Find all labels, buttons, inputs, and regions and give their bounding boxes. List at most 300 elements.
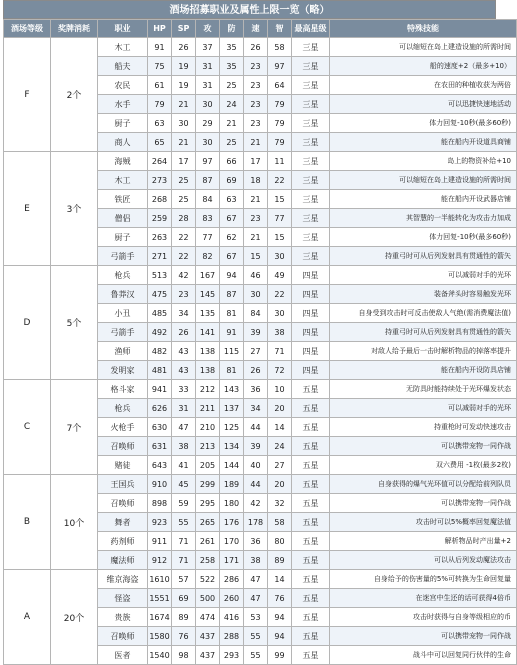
int-cell: 14 [268,418,292,437]
spd-cell: 47 [244,589,268,608]
column-header: 奖牌消耗 [51,20,98,38]
column-header: 速 [244,20,268,38]
table-row [4,152,517,171]
star-cell: 五星 [292,380,330,399]
atk-cell: 30 [196,133,220,152]
hp-cell: 513 [148,266,172,285]
sp-cell: 22 [172,228,196,247]
skill-cell: 持重弓时可从后列发射具有贯通性的箭矢 [330,247,517,266]
star-cell: 五星 [292,475,330,494]
job-cell: 枪兵 [98,266,148,285]
int-cell: 38 [268,323,292,342]
skill-cell: 能在船内开设防具店铺 [330,361,517,380]
atk-cell: 97 [196,152,220,171]
job-cell: 农民 [98,76,148,95]
int-cell: 20 [268,475,292,494]
sp-cell: 41 [172,456,196,475]
hp-cell: 1610 [148,570,172,589]
sp-cell: 31 [172,399,196,418]
star-cell: 三星 [292,133,330,152]
medal-cost-cell: 7个 [51,380,98,475]
def-cell: 288 [220,627,244,646]
column-header: 酒场等级 [4,20,51,38]
star-cell: 三星 [292,152,330,171]
job-stats-table [3,19,517,665]
job-cell: 魔法师 [98,551,148,570]
def-cell: 180 [220,494,244,513]
int-cell: 79 [268,133,292,152]
job-cell: 召唤师 [98,437,148,456]
int-cell: 15 [268,190,292,209]
star-cell: 五星 [292,608,330,627]
def-cell: 91 [220,323,244,342]
spd-cell: 44 [244,418,268,437]
atk-cell: 258 [196,551,220,570]
table-row [4,475,517,494]
atk-cell: 213 [196,437,220,456]
hp-cell: 481 [148,361,172,380]
skill-cell: 岛上的物资补给+10 [330,152,517,171]
tavern-level-cell: E [4,152,51,266]
skill-cell: 体力回复-10秒(最多60秒) [330,228,517,247]
job-cell: 药剂师 [98,532,148,551]
skill-cell: 持重弓时可从后列发射具有贯通性的箭矢 [330,323,517,342]
star-cell: 五星 [292,456,330,475]
def-cell: 170 [220,532,244,551]
int-cell: 30 [268,304,292,323]
hp-cell: 61 [148,76,172,95]
atk-cell: 295 [196,494,220,513]
star-cell: 三星 [292,247,330,266]
hp-cell: 264 [148,152,172,171]
table-title: 酒场招募职业及属性上限一览（略） [3,0,496,19]
atk-cell: 31 [196,76,220,95]
spd-cell: 53 [244,608,268,627]
job-cell: 木工 [98,171,148,190]
def-cell: 87 [220,285,244,304]
header-row [4,20,517,38]
sp-cell: 76 [172,627,196,646]
skill-cell: 可以携带宠物一同作战 [330,437,517,456]
skill-cell: 自身受到攻击时可反击使敌人气绝(需消费魔法值) [330,304,517,323]
job-cell: 船夫 [98,57,148,76]
sp-cell: 19 [172,76,196,95]
int-cell: 58 [268,513,292,532]
def-cell: 260 [220,589,244,608]
job-cell: 召唤师 [98,494,148,513]
skill-cell: 战斗中可以回复同行伙伴的生命 [330,646,517,665]
hp-cell: 492 [148,323,172,342]
skill-cell: 其智慧的一半能转化为攻击力加成 [330,209,517,228]
hp-cell: 263 [148,228,172,247]
int-cell: 71 [268,342,292,361]
hp-cell: 643 [148,456,172,475]
star-cell: 五星 [292,437,330,456]
sp-cell: 21 [172,133,196,152]
star-cell: 五星 [292,589,330,608]
job-cell: 厨子 [98,114,148,133]
star-cell: 三星 [292,38,330,57]
int-cell: 14 [268,570,292,589]
atk-cell: 265 [196,513,220,532]
sp-cell: 30 [172,114,196,133]
skill-cell: 能在船内开设武器店铺 [330,190,517,209]
hp-cell: 259 [148,209,172,228]
job-cell: 舞者 [98,513,148,532]
star-cell: 四星 [292,285,330,304]
atk-cell: 299 [196,475,220,494]
job-cell: 召唤师 [98,627,148,646]
atk-cell: 437 [196,627,220,646]
job-cell: 厨子 [98,228,148,247]
skill-cell: 在农田的种植收获为两倍 [330,76,517,95]
spd-cell: 178 [244,513,268,532]
atk-cell: 135 [196,304,220,323]
def-cell: 293 [220,646,244,665]
int-cell: 58 [268,38,292,57]
job-cell: 赌徒 [98,456,148,475]
star-cell: 五星 [292,399,330,418]
job-cell: 贵族 [98,608,148,627]
job-cell: 怪盗 [98,589,148,608]
spd-cell: 36 [244,532,268,551]
table-body [4,38,517,665]
atk-cell: 211 [196,399,220,418]
hp-cell: 475 [148,285,172,304]
star-cell: 五星 [292,646,330,665]
int-cell: 22 [268,171,292,190]
sp-cell: 26 [172,38,196,57]
hp-cell: 273 [148,171,172,190]
medal-cost-cell: 20个 [51,570,98,665]
atk-cell: 29 [196,114,220,133]
hp-cell: 630 [148,418,172,437]
atk-cell: 212 [196,380,220,399]
atk-cell: 138 [196,342,220,361]
hp-cell: 1540 [148,646,172,665]
def-cell: 144 [220,456,244,475]
hp-cell: 75 [148,57,172,76]
skill-cell: 体力回复-10秒(最多60秒) [330,114,517,133]
sp-cell: 26 [172,323,196,342]
def-cell: 35 [220,38,244,57]
atk-cell: 84 [196,190,220,209]
spd-cell: 40 [244,456,268,475]
hp-cell: 79 [148,95,172,114]
tavern-level-cell: D [4,266,51,380]
spd-cell: 44 [244,475,268,494]
atk-cell: 141 [196,323,220,342]
job-cell: 木工 [98,38,148,57]
sp-cell: 98 [172,646,196,665]
atk-cell: 261 [196,532,220,551]
star-cell: 五星 [292,551,330,570]
sp-cell: 19 [172,57,196,76]
job-cell: 医者 [98,646,148,665]
int-cell: 32 [268,494,292,513]
hp-cell: 631 [148,437,172,456]
int-cell: 77 [268,209,292,228]
skill-cell: 自身给予的伤害量的5%可转换为生命回复量 [330,570,517,589]
sp-cell: 43 [172,361,196,380]
skill-cell: 持重枪时可发动快速攻击 [330,418,517,437]
star-cell: 四星 [292,323,330,342]
star-cell: 四星 [292,304,330,323]
int-cell: 79 [268,95,292,114]
def-cell: 94 [220,266,244,285]
star-cell: 五星 [292,570,330,589]
column-header: 防 [220,20,244,38]
job-cell: 火枪手 [98,418,148,437]
star-cell: 五星 [292,532,330,551]
atk-cell: 437 [196,646,220,665]
job-cell: 商人 [98,133,148,152]
def-cell: 286 [220,570,244,589]
hp-cell: 482 [148,342,172,361]
atk-cell: 83 [196,209,220,228]
def-cell: 81 [220,304,244,323]
int-cell: 79 [268,114,292,133]
spd-cell: 39 [244,323,268,342]
table-row [4,38,517,57]
int-cell: 76 [268,589,292,608]
medal-cost-cell: 2个 [51,38,98,152]
sp-cell: 47 [172,418,196,437]
star-cell: 五星 [292,494,330,513]
hp-cell: 1674 [148,608,172,627]
sp-cell: 23 [172,285,196,304]
spd-cell: 38 [244,551,268,570]
sp-cell: 33 [172,380,196,399]
sp-cell: 17 [172,152,196,171]
skill-cell: 船的速度+2（最多+10） [330,57,517,76]
column-header: HP [148,20,172,38]
sp-cell: 43 [172,342,196,361]
sp-cell: 71 [172,532,196,551]
skill-cell: 自身获得的爆气光环值可以分配给前列队员 [330,475,517,494]
tavern-level-cell: C [4,380,51,475]
column-header: 职业 [98,20,148,38]
def-cell: 81 [220,361,244,380]
hp-cell: 91 [148,38,172,57]
spd-cell: 17 [244,152,268,171]
atk-cell: 31 [196,57,220,76]
def-cell: 63 [220,190,244,209]
hp-cell: 912 [148,551,172,570]
sp-cell: 55 [172,513,196,532]
job-cell: 王国兵 [98,475,148,494]
skill-cell: 双六费用 -1枚(最多2枚) [330,456,517,475]
star-cell: 五星 [292,513,330,532]
sp-cell: 34 [172,304,196,323]
star-cell: 四星 [292,342,330,361]
def-cell: 143 [220,380,244,399]
star-cell: 三星 [292,190,330,209]
job-cell: 铁匠 [98,190,148,209]
sp-cell: 89 [172,608,196,627]
def-cell: 25 [220,76,244,95]
sp-cell: 22 [172,247,196,266]
sp-cell: 25 [172,190,196,209]
int-cell: 72 [268,361,292,380]
skill-cell: 攻击时获得与自身等级相应的币 [330,608,517,627]
int-cell: 94 [268,627,292,646]
def-cell: 62 [220,228,244,247]
skill-cell: 可以携带宠物一同作战 [330,627,517,646]
def-cell: 416 [220,608,244,627]
hp-cell: 485 [148,304,172,323]
spd-cell: 55 [244,627,268,646]
star-cell: 三星 [292,114,330,133]
table-row [4,380,517,399]
atk-cell: 210 [196,418,220,437]
spd-cell: 27 [244,342,268,361]
medal-cost-cell: 3个 [51,152,98,266]
sp-cell: 21 [172,95,196,114]
def-cell: 67 [220,247,244,266]
int-cell: 27 [268,456,292,475]
star-cell: 三星 [292,228,330,247]
skill-cell: 对敌人给予最后一击时解析物品的掉落率提升 [330,342,517,361]
hp-cell: 65 [148,133,172,152]
def-cell: 66 [220,152,244,171]
hp-cell: 271 [148,247,172,266]
skill-cell: 可以携带宠物一同作战 [330,494,517,513]
spd-cell: 47 [244,570,268,589]
atk-cell: 500 [196,589,220,608]
atk-cell: 474 [196,608,220,627]
int-cell: 22 [268,285,292,304]
def-cell: 134 [220,437,244,456]
int-cell: 11 [268,152,292,171]
atk-cell: 82 [196,247,220,266]
def-cell: 24 [220,95,244,114]
spd-cell: 84 [244,304,268,323]
spd-cell: 36 [244,380,268,399]
hp-cell: 268 [148,190,172,209]
tavern-level-cell: A [4,570,51,665]
column-header: 智 [268,20,292,38]
int-cell: 80 [268,532,292,551]
sp-cell: 57 [172,570,196,589]
star-cell: 四星 [292,266,330,285]
star-cell: 五星 [292,627,330,646]
spd-cell: 23 [244,114,268,133]
hp-cell: 63 [148,114,172,133]
spd-cell: 21 [244,133,268,152]
skill-cell: 在迷宫中生还的话可获得4倍币 [330,589,517,608]
medal-cost-cell: 5个 [51,266,98,380]
def-cell: 67 [220,209,244,228]
hp-cell: 923 [148,513,172,532]
job-cell: 维京海盗 [98,570,148,589]
job-cell: 弓箭手 [98,323,148,342]
job-cell: 水手 [98,95,148,114]
job-cell: 海贼 [98,152,148,171]
int-cell: 99 [268,646,292,665]
spd-cell: 46 [244,266,268,285]
skill-cell: 能在船内开设道具商铺 [330,133,517,152]
column-header: 最高星级 [292,20,330,38]
star-cell: 三星 [292,95,330,114]
spd-cell: 34 [244,399,268,418]
def-cell: 21 [220,114,244,133]
sp-cell: 45 [172,475,196,494]
spd-cell: 26 [244,38,268,57]
atk-cell: 30 [196,95,220,114]
sp-cell: 59 [172,494,196,513]
job-cell: 渔师 [98,342,148,361]
def-cell: 25 [220,133,244,152]
atk-cell: 37 [196,38,220,57]
spd-cell: 21 [244,228,268,247]
atk-cell: 77 [196,228,220,247]
sp-cell: 42 [172,266,196,285]
hp-cell: 1551 [148,589,172,608]
spd-cell: 23 [244,95,268,114]
skill-cell: 可以减弱对手的光环 [330,399,517,418]
atk-cell: 145 [196,285,220,304]
skill-cell: 可以缩短在岛上建造设施的所需时间 [330,171,517,190]
atk-cell: 87 [196,171,220,190]
int-cell: 64 [268,76,292,95]
medal-cost-cell: 10个 [51,475,98,570]
spd-cell: 21 [244,190,268,209]
spd-cell: 42 [244,494,268,513]
atk-cell: 205 [196,456,220,475]
def-cell: 189 [220,475,244,494]
job-cell: 弓箭手 [98,247,148,266]
star-cell: 四星 [292,361,330,380]
sp-cell: 28 [172,209,196,228]
skill-cell: 解析物品时产出量+2 [330,532,517,551]
int-cell: 15 [268,228,292,247]
int-cell: 24 [268,437,292,456]
job-cell: 发明家 [98,361,148,380]
star-cell: 五星 [292,418,330,437]
skill-cell: 可以减弱对手的光环 [330,266,517,285]
int-cell: 20 [268,399,292,418]
job-cell: 僧侣 [98,209,148,228]
tavern-level-cell: B [4,475,51,570]
star-cell: 三星 [292,57,330,76]
atk-cell: 522 [196,570,220,589]
def-cell: 35 [220,57,244,76]
int-cell: 10 [268,380,292,399]
def-cell: 176 [220,513,244,532]
skill-cell: 可以从后列发动魔法攻击 [330,551,517,570]
skill-cell: 可以迅捷快速地活动 [330,95,517,114]
int-cell: 89 [268,551,292,570]
column-header: SP [172,20,196,38]
star-cell: 三星 [292,171,330,190]
star-cell: 三星 [292,209,330,228]
spd-cell: 23 [244,76,268,95]
int-cell: 94 [268,608,292,627]
spd-cell: 26 [244,361,268,380]
sp-cell: 71 [172,551,196,570]
tavern-level-cell: F [4,38,51,152]
hp-cell: 626 [148,399,172,418]
table-row [4,570,517,589]
job-cell: 格斗家 [98,380,148,399]
hp-cell: 1580 [148,627,172,646]
skill-cell: 可以缩短在岛上建造设施的所需时间 [330,38,517,57]
table-row [4,266,517,285]
job-cell: 鲁莽汉 [98,285,148,304]
skill-cell: 装备斧头时容易触发光环 [330,285,517,304]
sp-cell: 25 [172,171,196,190]
